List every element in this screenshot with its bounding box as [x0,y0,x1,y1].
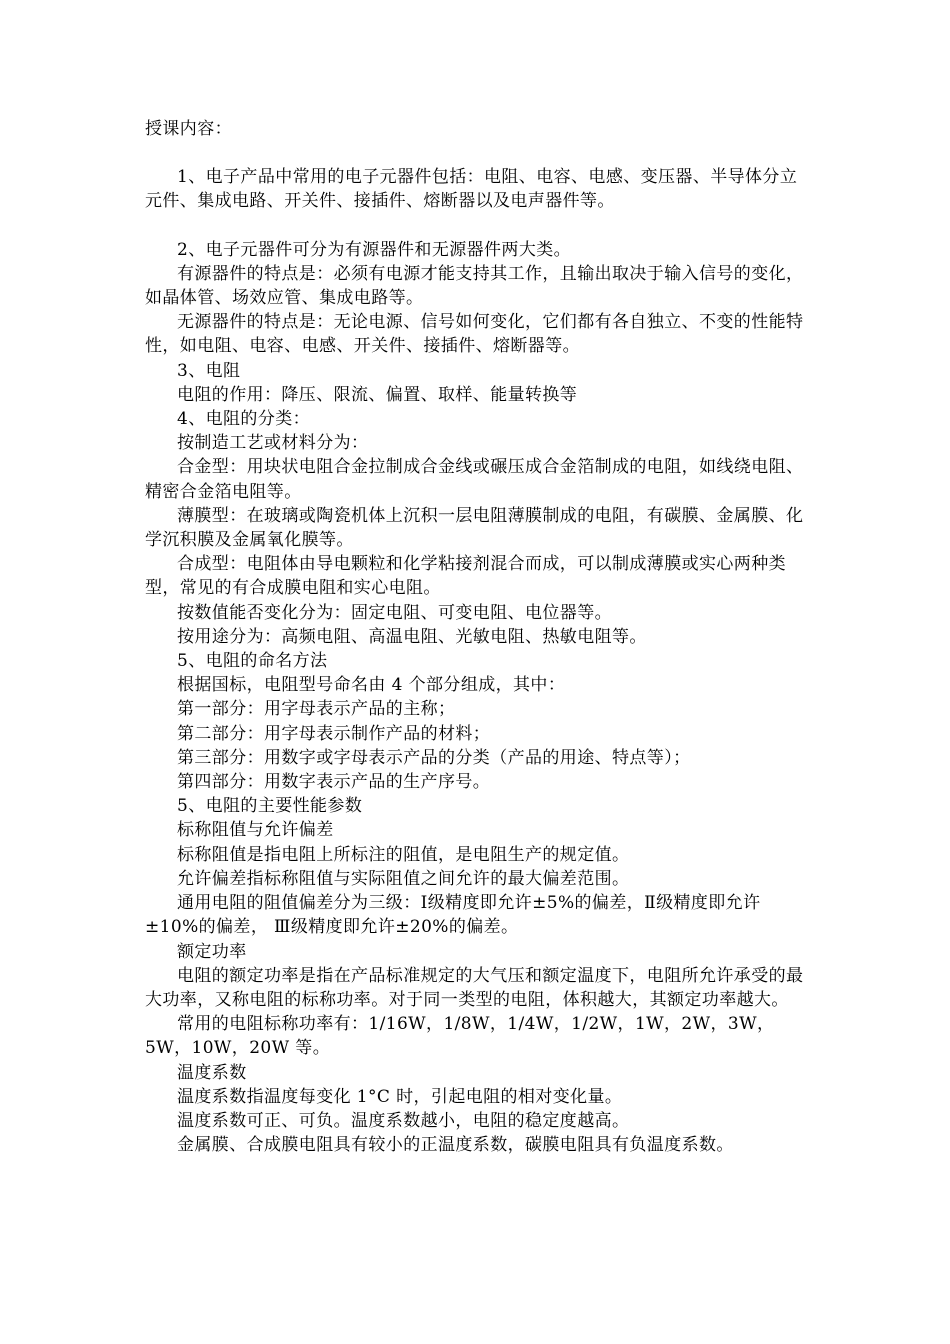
paragraph-temp-coefficient-types: 金属膜、合成膜电阻具有较小的正温度系数，碳膜电阻具有负温度系数。 [177,1135,734,1156]
paragraph-part-four: 第四部分：用数字表示产品的生产序号。 [177,772,491,793]
paragraph-active-devices: 有源器件的特点是：必须有电源才能支持其工作，且输出取决于输入信号的变化，如晶体管、场效应管、集成电路等。 [145,263,804,309]
paragraph-composite-type: 合成型：电阻体由导电颗粒和化学粘接剂混合而成，可以制成薄膜或实心两种类型，常见的有合成膜电阻和实心电阻。 [145,554,786,599]
paragraph-by-process: 按制造工艺或材料分为： [177,433,369,454]
paragraph-film-type: 薄膜型：在玻璃或陶瓷机体上沉积一层电阻薄膜制成的电阻，有碳膜、金属膜、化学沉积膜及金属氧化膜等。 [145,505,804,551]
paragraph-naming-intro: 根据国标，电阻型号命名由 4 个部分组成，其中： [177,675,566,696]
paragraph-passive-devices: 无源器件的特点是：无论电源、信号如何变化，它们都有各自独立、不变的性能特性，如电阻、电容、电感、开关件、接插件、熔断器等。 [145,312,804,357]
document-body [145,117,810,1157]
spacer [145,141,810,165]
section-title: 授课内容： [145,119,232,139]
spacer [145,214,810,238]
subheading-rated-power: 额定功率 [177,941,247,962]
paragraph-rated-power: 电阻的额定功率是指在产品标准规定的大气压和额定温度下，电阻所允许承受的最大功率，又称电阻的标称功率。对于同一类型的电阻，体积越大，其额定功率越大。 [145,965,804,1010]
paragraph-part-three: 第三部分：用数字或字母表示产品的分类（产品的用途、特点等）； [177,747,691,768]
paragraph-part-one: 第一部分：用字母表示产品的主称； [177,699,456,720]
subheading-temperature-coefficient: 温度系数 [177,1062,247,1083]
heading-performance-params: 5、电阻的主要性能参数 [177,796,363,817]
paragraph-by-value: 按数值能否变化分为：固定电阻、可变电阻、电位器等。 [177,602,612,623]
paragraph-power-values: 常用的电阻标称功率有：1/16W，1/8W，1/4W，1/2W，1W，2W，3W，5W，10W，20W 等。 [145,1014,775,1059]
paragraph-tolerance-grades: 通用电阻的阻值偏差分为三级：Ⅰ级精度即允许±5%的偏差，Ⅱ级精度即允许±10%的偏差， Ⅲ级精度即允许±20%的偏差。 [145,893,761,938]
subheading-nominal-value: 标称阻值与允许偏差 [177,820,334,841]
paragraph-components-list: 1、电子产品中常用的电子元器件包括：电阻、电容、电感、变压器、半导体分立元件、集成电路、开关件、接插件、熔断器以及电声器件等。 [145,167,798,212]
paragraph-alloy-type: 合金型：用块状电阻合金拉制成合金线或碾压成合金箔制成的电阻，如线绕电阻、精密合金箔电阻等。 [145,457,804,502]
paragraph-active-passive: 2、电子元器件可分为有源器件和无源器件两大类。 [177,239,572,260]
paragraph-part-two: 第二部分：用字母表示制作产品的材料； [177,723,491,744]
paragraph-temp-coefficient-sign: 温度系数可正、可负。温度系数越小，电阻的稳定度越高。 [177,1110,630,1131]
paragraph-nominal-value: 标称阻值是指电阻上所标注的阻值，是电阻生产的规定值。 [177,844,630,865]
paragraph-temp-coefficient-def: 温度系数指温度每变化 1°C 时，引起电阻的相对变化量。 [177,1086,623,1107]
heading-resistor-classification: 4、电阻的分类： [177,409,311,430]
heading-naming-method: 5、电阻的命名方法 [177,651,328,672]
paragraph-by-usage: 按用途分为：高频电阻、高温电阻、光敏电阻、热敏电阻等。 [177,626,647,647]
heading-resistor: 3、电阻 [177,360,241,381]
paragraph-tolerance: 允许偏差指标称阻值与实际阻值之间允许的最大偏差范围。 [177,868,630,889]
paragraph-resistor-function: 电阻的作用：降压、限流、偏置、取样、能量转换等 [177,384,578,405]
